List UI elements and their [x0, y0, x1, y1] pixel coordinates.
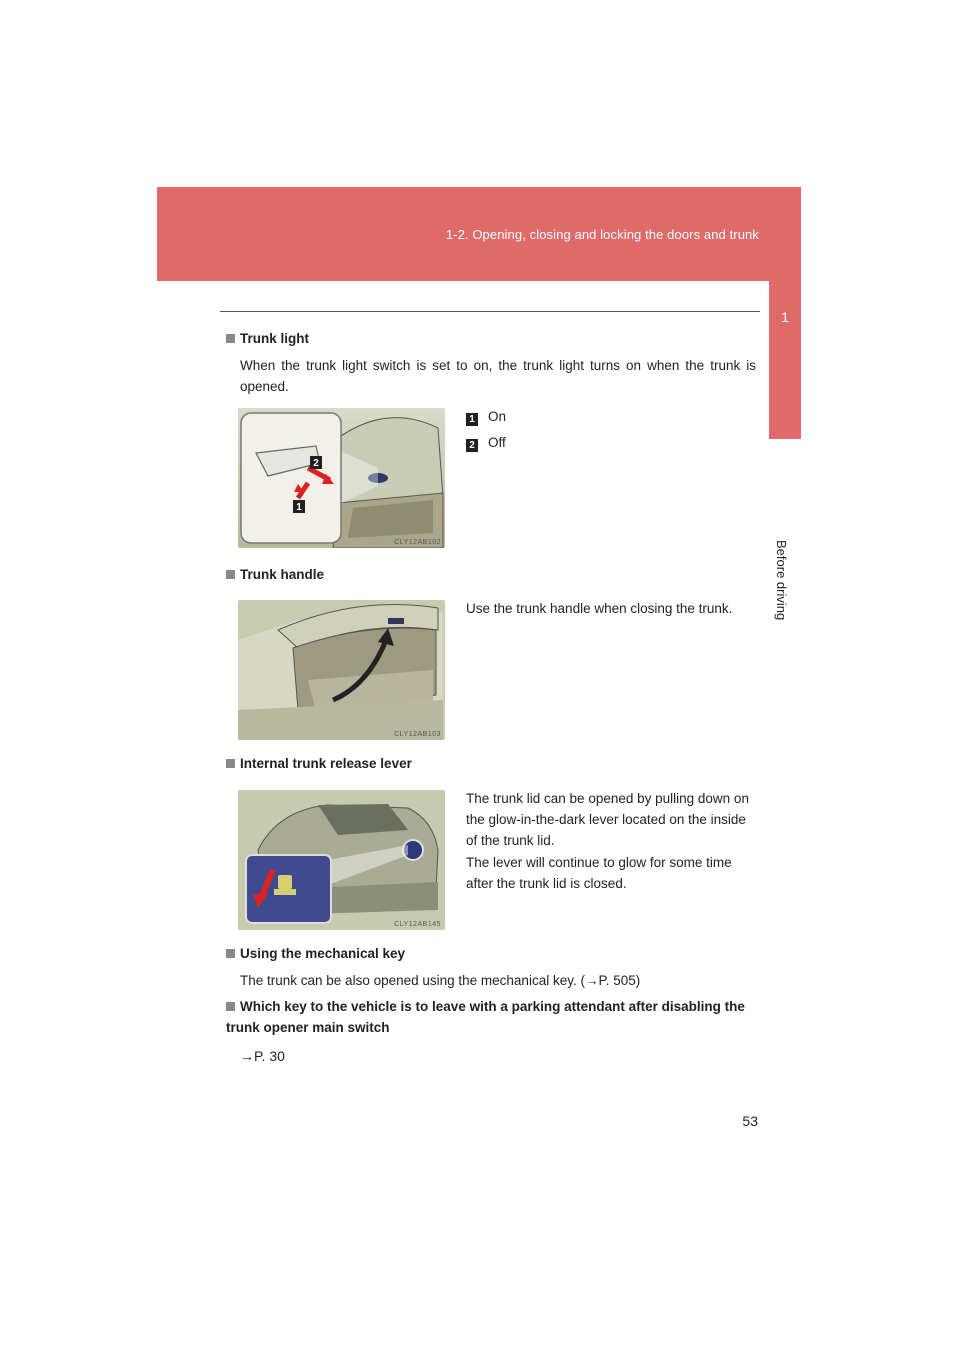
chapter-number: 1 [781, 309, 789, 325]
heading-marker-icon [226, 949, 235, 958]
figure-code: CLY12AB103 [394, 731, 441, 738]
marker-2-icon: 2 [466, 439, 478, 452]
heading-trunk-light [226, 331, 309, 346]
heading-text: Internal trunk release lever [240, 756, 412, 771]
chapter-name: Before driving [774, 540, 789, 621]
figure-code: CLY12AB102 [394, 539, 441, 546]
heading-marker-icon [226, 759, 235, 768]
trunk-light-figure [238, 408, 445, 548]
top-divider [220, 311, 760, 312]
section-header-band [157, 187, 801, 281]
trunk-handle-body: Use the trunk handle when closing the trunk. [466, 601, 733, 616]
heading-which-key [226, 996, 758, 1038]
svg-text:2: 2 [313, 458, 319, 469]
trunk-handle-figure [238, 600, 445, 740]
heading-marker-icon [226, 334, 235, 343]
chapter-tab [769, 281, 801, 439]
heading-text: Using the mechanical key [240, 946, 406, 961]
heading-text: Trunk handle [240, 567, 325, 582]
heading-text: Which key to the vehicle is to leave with a parking attendant after disabling the trunk opener main switch [226, 999, 745, 1035]
trunk-handle-illustration [238, 600, 445, 740]
heading-marker-icon [226, 570, 235, 579]
heading-mechanical-key [226, 946, 405, 961]
marker-1-icon: 1 [466, 413, 478, 426]
page-number: 53 [742, 1113, 758, 1129]
heading-marker-icon [226, 1002, 235, 1011]
legend-label: Off [488, 435, 506, 450]
internal-release-figure [238, 790, 445, 930]
heading-internal-release [226, 756, 412, 771]
trunk-light-illustration [238, 408, 445, 548]
figure-code: CLY12AB145 [394, 921, 441, 928]
internal-release-body-1: The trunk lid can be opened by pulling down on the glow-in-the-dark lever located on the inside of the trunk lid. [466, 791, 749, 848]
svg-text:1: 1 [296, 502, 302, 513]
mechanical-key-body: The trunk can be also opened using the mechanical key. (→P. 505) [240, 973, 641, 988]
legend-off [466, 435, 506, 452]
which-key-body: →P. 30 [240, 1048, 285, 1064]
section-title: 1-2. Opening, closing and locking the doors and trunk [445, 227, 759, 242]
legend-on [466, 409, 506, 426]
trunk-light-body: When the trunk light switch is set to on, the trunk light turns on when the trunk is opened. [240, 358, 756, 394]
heading-trunk-handle [226, 567, 324, 582]
internal-release-body-2: The lever will continue to glow for some time after the trunk lid is closed. [466, 855, 732, 891]
heading-text: Trunk light [240, 331, 309, 346]
legend-label: On [488, 409, 507, 424]
internal-release-illustration [238, 790, 445, 930]
